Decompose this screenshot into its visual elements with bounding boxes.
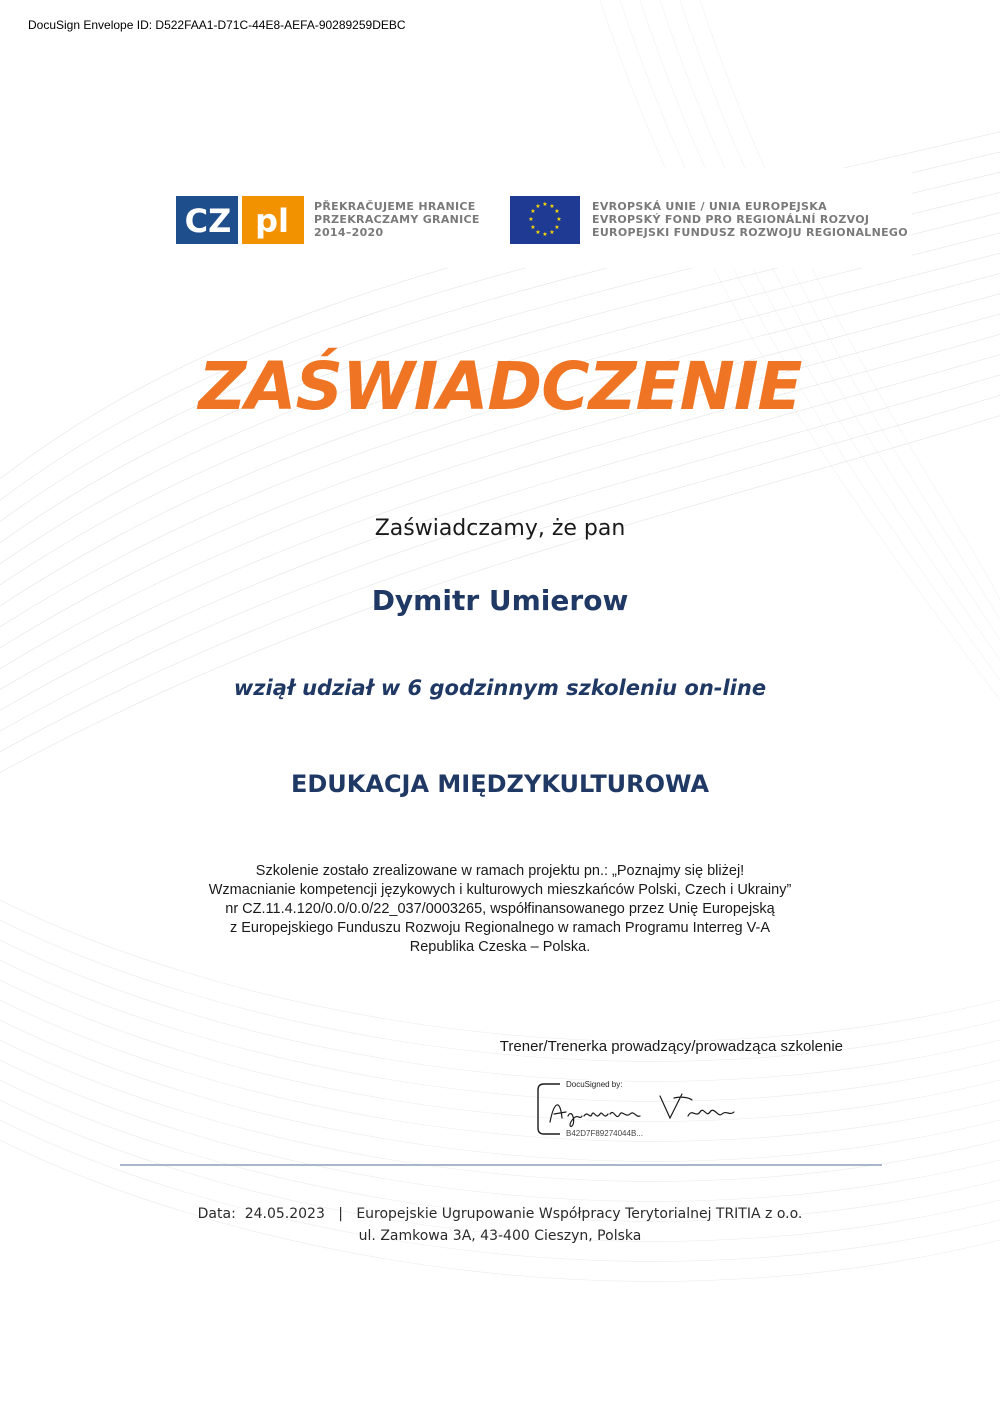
czpl-line-1: PŘEKRAČUJEME HRANICE	[314, 200, 476, 213]
description-line-1: Szkolenie zostało zrealizowane w ramach projektu pn.: „Poznajmy się bliżej!	[255, 863, 745, 879]
svg-text:★: ★	[530, 208, 536, 215]
organization-name: Europejskie Ugrupowanie Współpracy Terytorialnej TRITIA z o.o.	[356, 1206, 803, 1222]
person-name: Dymitr Umierow	[371, 584, 629, 617]
docusigned-by-label: DocuSigned by:	[566, 1080, 623, 1089]
svg-text:★: ★	[528, 216, 534, 223]
certify-line: Zaświadczamy, że pan	[374, 516, 626, 541]
description-line-5: Republika Czeska – Polska.	[409, 939, 591, 955]
description-line-2: Wzmacnianie kompetencji językowych i kulturowych mieszkańców Polski, Czech i Ukrainy”	[208, 882, 792, 898]
project-description	[100, 862, 900, 957]
signature-code: B42D7F89274044B...	[566, 1129, 643, 1138]
svg-text:★: ★	[549, 203, 555, 210]
svg-text:★: ★	[549, 229, 555, 236]
czpl-mark-pl: pl	[255, 202, 289, 240]
date-value: 24.05.2023	[244, 1206, 325, 1222]
eu-line-1: EVROPSKÁ UNIE / UNIA EUROPEJSKA	[592, 200, 827, 213]
organization-address: ul. Zamkowa 3A, 43-400 Cieszyn, Polska	[358, 1228, 642, 1244]
participation-line: wziął udział w 6 godzinnym szkoleniu on-line	[233, 676, 767, 700]
svg-text:★: ★	[554, 224, 560, 231]
trainer-label: Trener/Trenerka prowadzący/prowadząca szkolenie	[499, 1038, 843, 1055]
czpl-line-3: 2014–2020	[314, 226, 384, 239]
svg-text:★: ★	[530, 224, 536, 231]
czpl-program-text	[314, 200, 480, 239]
eu-flag-icon	[510, 196, 580, 244]
svg-text:★: ★	[535, 229, 541, 236]
docusign-envelope-id: DocuSign Envelope ID: D522FAA1-D71C-44E8-AEFA-90289259DEBC	[28, 18, 406, 32]
czpl-line-2: PRZEKRACZAMY GRANICE	[314, 213, 480, 226]
description-line-3: nr CZ.11.4.120/0.0/0.0/22_037/0003265, współfinansowanego przez Unię Europejską	[225, 901, 775, 917]
handwritten-signature	[542, 1088, 742, 1130]
czpl-mark-cz: CZ	[184, 202, 232, 240]
description-line-4: z Europejskiego Funduszu Rozwoju Regionalnego w ramach Programu Interreg V-A	[229, 920, 770, 936]
czpl-logo	[176, 196, 304, 244]
eu-line-2: EVROPSKÝ FOND PRO REGIONÁLNÍ ROZVOJ	[592, 213, 870, 226]
footer-date-organization	[0, 1206, 1000, 1222]
svg-text:★: ★	[556, 216, 562, 223]
eu-fund-text	[592, 200, 908, 239]
eu-line-3: EUROPEJSKI FUNDUSZ ROZWOJU REGIONALNEGO	[592, 226, 908, 239]
svg-text:★: ★	[542, 201, 548, 208]
date-label: Data:	[197, 1206, 236, 1222]
svg-text:★: ★	[542, 231, 548, 238]
course-name: EDUKACJA MIĘDZYKULTUROWA	[290, 770, 710, 798]
svg-text:★: ★	[535, 203, 541, 210]
certificate-title: ZAŚWIADCZENIE	[198, 348, 802, 425]
footer-separator: |	[338, 1206, 343, 1222]
footer-divider	[120, 1164, 882, 1166]
docusign-signature-block	[536, 1078, 746, 1140]
svg-text:★: ★	[554, 208, 560, 215]
